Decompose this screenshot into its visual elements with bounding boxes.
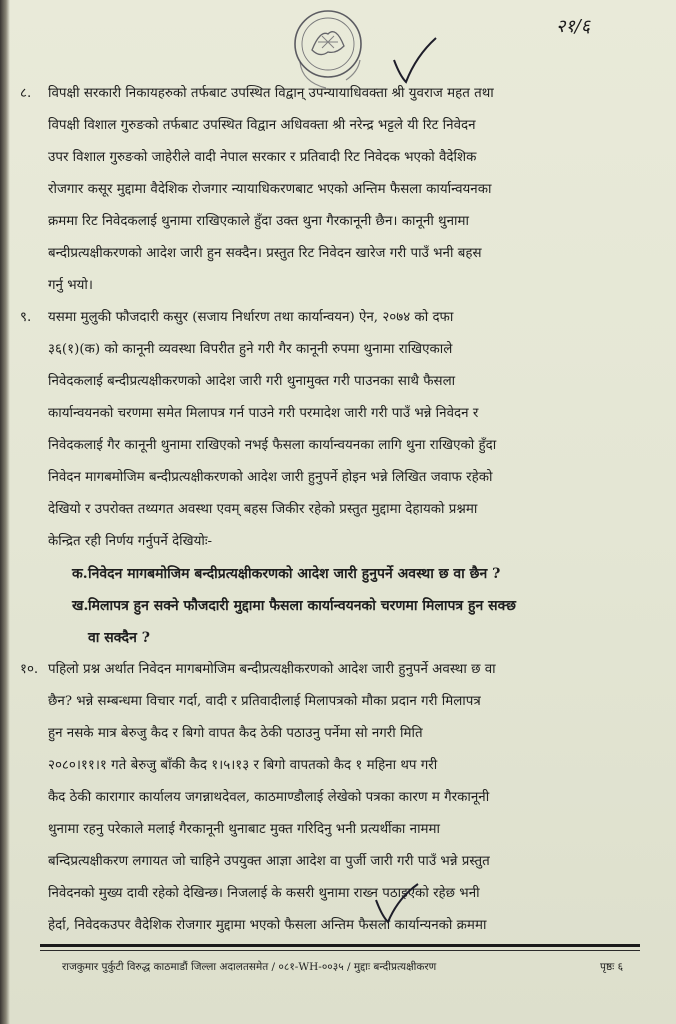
- handwritten-check-mark-icon: [372, 882, 422, 926]
- text-line: उपर विशाल गुरुङको जाहेरीले वादी नेपाल सरकार र प्रतिवादी रिट निवेदक भएको वैदेशिक: [48, 150, 477, 165]
- text-line: थुनामा रहनु परेकाले मलाई गैरकानूनी थुनाबाट मुक्त गरिदिनु भनी प्रत्यर्थीका नाममा: [48, 822, 441, 837]
- text-line: हुन नसके मात्र बेरुजु कैद र बिगो वापत कैद ठेकी पठाउनु पर्नेमा सो नगरी मिति: [48, 726, 423, 741]
- text-line: क्रममा रिट निवेदकलाई थुनामा राखिएकाले हुँदा उक्त थुना गैरकानूनी छैन। कानूनी थुनामा: [48, 214, 469, 229]
- question-text: वा सक्दैन ?: [88, 630, 150, 646]
- handwritten-page-number: २१/६: [556, 16, 591, 37]
- text-line: निवेदनको मुख्य दावी रहेको देखिन्छ। निजलाई के कसरी थुनामा राख्न पठाइएको रहेछ भनी: [48, 886, 480, 901]
- text-line: गर्नु भयो।: [48, 278, 93, 293]
- question-label: ख.: [72, 598, 89, 614]
- footer-divider: [40, 944, 640, 947]
- text-line: बन्दिप्रत्यक्षीकरण लगायत जो चाहिने उपयुक्त आज्ञा आदेश वा पुर्जी जारी गरी पाउँ भन्ने प्रस्तुत: [48, 854, 490, 869]
- paragraph-number: १०.: [20, 662, 39, 677]
- text-line: विपक्षी विशाल गुरुङको तर्फबाट उपस्थित विद्वान अधिवक्ता श्री नरेन्द्र भट्टले यी रिट निवेदन: [48, 118, 476, 133]
- question-text: मिलापत्र हुन सक्ने फौजदारी मुद्दामा फैसला कार्यान्वयनको चरणमा मिलापत्र हुन सक्छ: [88, 598, 516, 614]
- text-line: देखियो र उपरोक्त तथ्यगत अवस्था एवम् बहस जिकीर रहेको प्रस्तुत मुद्दामा देहायको प्रश्नमा: [48, 502, 478, 517]
- document-body: [6, 78, 658, 942]
- text-line: कार्यान्वयनको चरणमा समेत मिलापत्र गर्न पाउने गरी परमादेश जारी गरी पाउँ भन्ने निवेदन र: [48, 406, 479, 421]
- text-line: निवेदकलाई गैर कानूनी थुनामा राखिएको नभई फैसला कार्यान्वयनका लागि थुना राखिएको हुँदा: [48, 438, 497, 453]
- text-line: बन्दीप्रत्यक्षीकरणको आदेश जारी हुन सक्दैन। प्रस्तुत रिट निवेदन खारेज गरी पाउँ भनी बहस: [48, 246, 482, 261]
- paragraph-8: [6, 78, 658, 302]
- text-line: पहिलो प्रश्न अर्थात निवेदन मागबमोजिम बन्दीप्रत्यक्षीकरणको आदेश जारी हुनुपर्ने अवस्था छ वा: [48, 662, 496, 677]
- paragraph-number: ८.: [20, 86, 32, 101]
- question-ka: [6, 558, 658, 590]
- text-line: हेर्दा, निवेदकउपर वैदेशिक रोजगार मुद्दामा भएको फैसला अन्तिम फैसला कार्यान्यनको क्रममा: [48, 918, 487, 933]
- question-kha: [6, 590, 658, 654]
- footer-case-reference: राजकुमार पुर्कुटी विरुद्ध काठमाडौं जिल्ला अदालतसमेत / ०८१-WH-००३५ / मुद्दाः बन्दीप्रत्यक्षीकरण: [62, 961, 437, 973]
- text-line: रोजगार कसूर मुद्दामा वैदेशिक रोजगार न्यायाधिकरणबाट भएको अन्तिम फैसला कार्यान्वयनका: [48, 182, 492, 197]
- paragraph-9: [6, 302, 658, 558]
- text-line: केन्द्रित रही निर्णय गर्नुपर्ने देखियोः-: [48, 534, 213, 549]
- question-label: क.: [72, 566, 88, 582]
- text-line: निवेदकलाई बन्दीप्रत्यक्षीकरणको आदेश जारी गरी थुनामुक्त गरी पाउनका साथै फैसला: [48, 374, 456, 389]
- text-line: ३६(१)(क) को कानूनी व्यवस्था विपरीत हुने गरी गैर कानूनी रुपमा थुनामा राखिएकाले: [48, 342, 453, 357]
- text-line: विपक्षी सरकारी निकायहरुको तर्फबाट उपस्थित विद्वान् उपन्यायाधिवक्ता श्री युवराज महत तथा: [48, 86, 494, 101]
- text-line: यसमा मुलुकी फौजदारी कसुर (सजाय निर्धारण तथा कार्यान्वयन) ऐन, २०७४ को दफा: [48, 310, 454, 325]
- text-line: कैद ठेकी कारागार कार्यालय जगन्नाथदेवल, काठमाण्डौलाई लेखेको पत्रका कारण म गैरकानूनी: [48, 790, 490, 805]
- footer-page-number: पृष्ठः ६: [600, 961, 624, 973]
- text-line: छैन? भन्ने सम्बन्धमा विचार गर्दा, वादी र प्रतिवादीलाई मिलापत्रको मौका प्रदान गरी मिलापत्र: [48, 694, 481, 709]
- text-line: २०८०।११।१ गते बेरुजु बाँकी कैद १।५।१३ र बिगो वापतको कैद १ महिना थप गरी: [48, 758, 438, 773]
- paragraph-10: [6, 654, 658, 942]
- footer-divider-thin: [40, 950, 640, 951]
- paragraph-number: ९.: [20, 310, 32, 325]
- question-text: निवेदन मागबमोजिम बन्दीप्रत्यक्षीकरणको आदेश जारी हुनुपर्ने अवस्था छ वा छैन ?: [88, 566, 501, 582]
- text-line: निवेदन मागबमोजिम बन्दीप्रत्यक्षीकरणको आदेश जारी हुनुपर्ने होइन भन्ने लिखित जवाफ रहेको: [48, 470, 493, 485]
